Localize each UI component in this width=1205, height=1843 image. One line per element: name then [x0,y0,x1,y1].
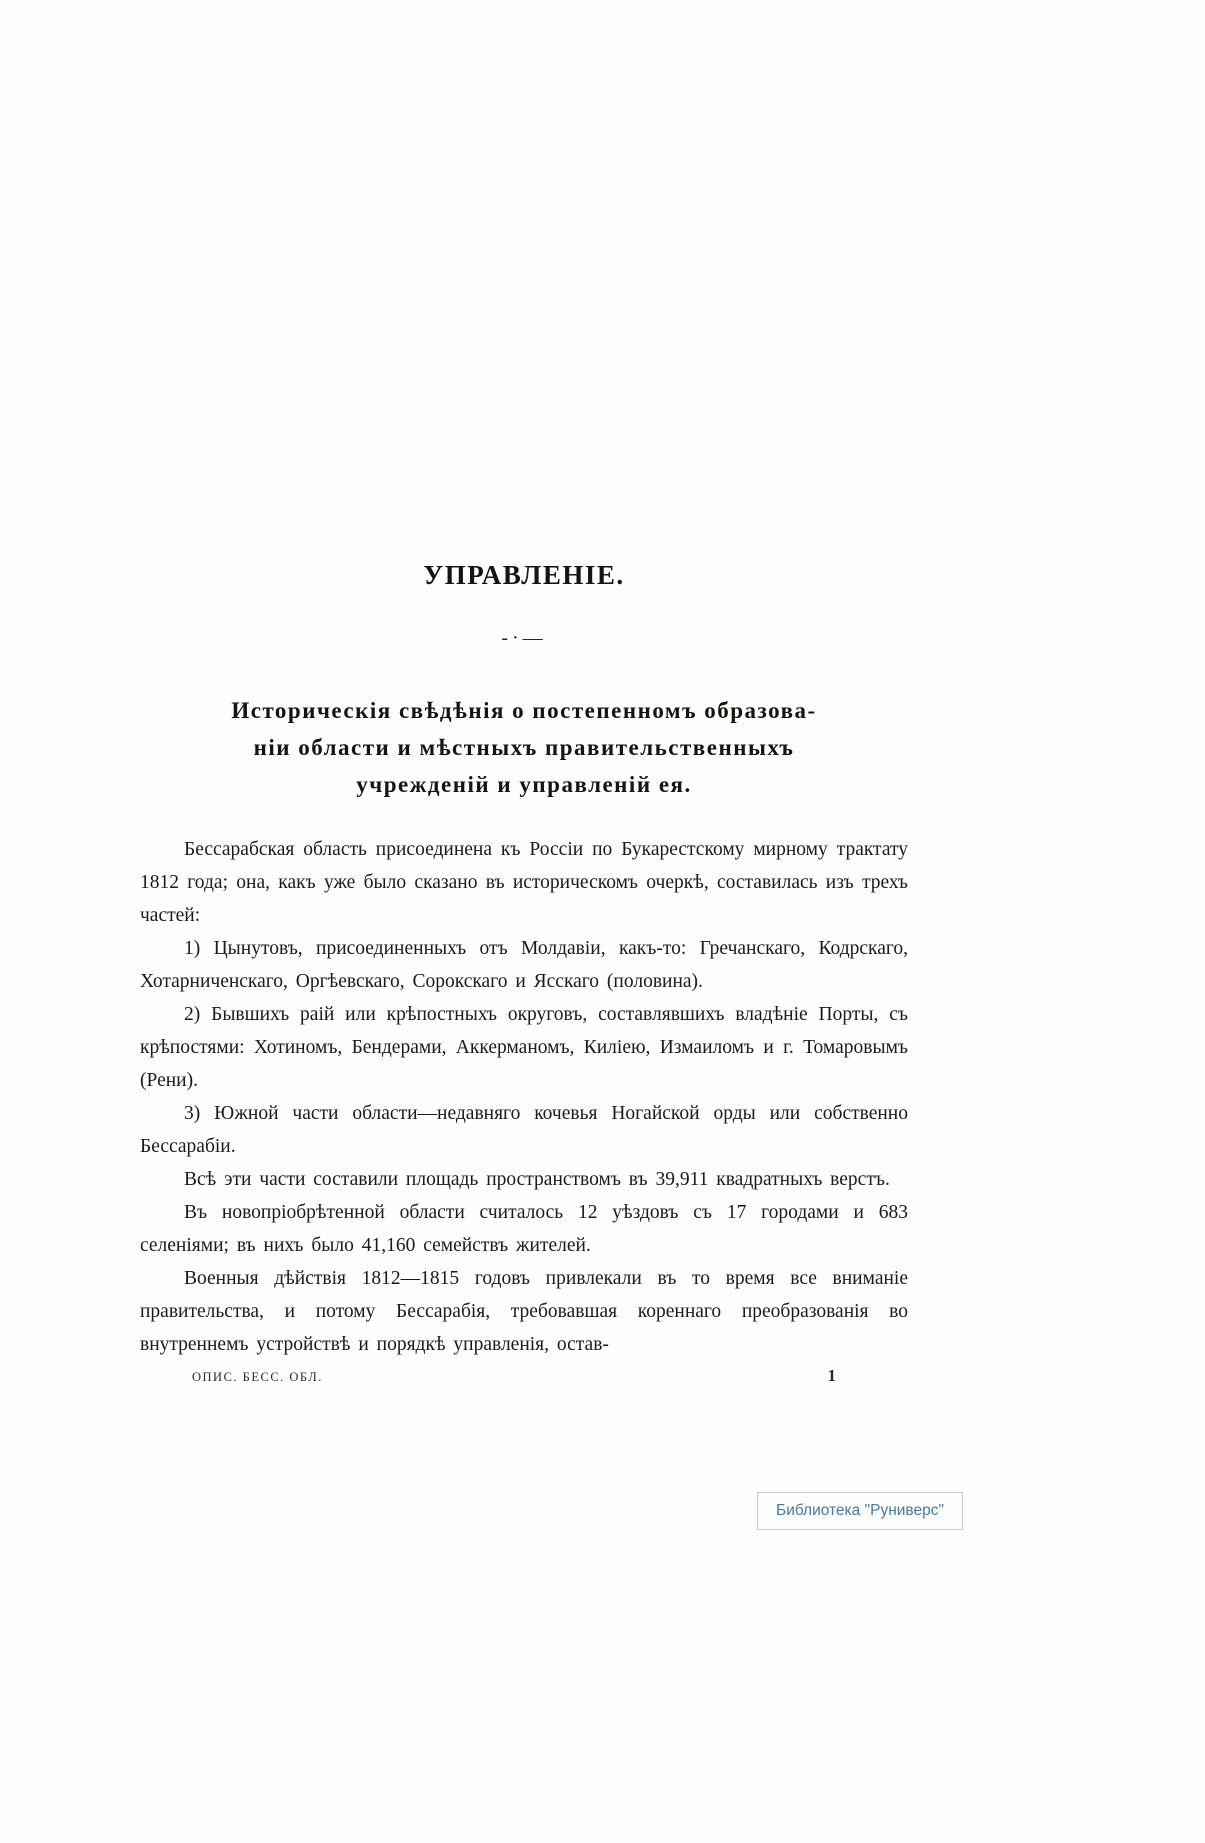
chapter-heading [140,692,908,803]
page-title: УПРАВЛЕНІЕ. [423,560,625,590]
text-column [140,0,908,1386]
body-paragraph: 1) Цынутовъ, присоединенныхъ отъ Молдавіи, какъ-то: Гречанскаго, Кодрскаго, Хотарниченскаго, Оргѣевскаго, Сорокскаго и Ясскаго (половина). [140,938,908,992]
section-divider: -·— [501,627,547,649]
body-paragraph: 2) Бывшихъ раій или крѣпостныхъ округовъ, составлявшихъ владѣніе Порты, съ крѣпостями: Хотиномъ, Бендерами, Аккерманомъ, Киліею, Измаиломъ и г. Томаровымъ (Рени). [140,1004,908,1091]
body-text [140,833,908,1361]
page-number: 1 [827,1366,836,1385]
body-paragraph: Бессарабская область присоединена къ Россіи по Букарестскому мирному трактату 1812 года; она, какъ уже было сказано въ историческомъ очеркѣ, составилась изъ трехъ частей: [140,839,908,926]
body-paragraph: Въ новопріобрѣтенной области считалось 12 уѣздовъ съ 17 городами и 683 селеніями; въ нихъ было 41,160 семействъ жителей. [140,1202,908,1256]
chapter-heading-line-1: Историческія свѣдѣнія о постепенномъ образова- [231,698,817,723]
chapter-heading-line-3: учрежденій и управленій ея. [356,772,692,797]
chapter-heading-line-2: ніи области и мѣстныхъ правительственныхъ [253,735,795,760]
body-paragraph: Военныя дѣйствія 1812—1815 годовъ привлекали въ то время все вниманіе правительства, и потому Бессарабія, требовавшая кореннаго преобразованія во внутреннемъ устройствѣ и порядкѣ управленія, остав- [140,1268,908,1355]
footer-signature: ОПИС. БЕСС. ОБЛ. [192,1370,323,1384]
body-paragraph: Всѣ эти части составили площадь пространствомъ въ 39,911 квадратныхъ верстъ. [184,1169,890,1190]
library-watermark: Библиотека "Руниверс" [757,1492,963,1530]
page-footer [140,1366,908,1386]
body-paragraph: 3) Южной части области—недавняго кочевья Ногайской орды или собственно Бессарабіи. [140,1103,908,1157]
